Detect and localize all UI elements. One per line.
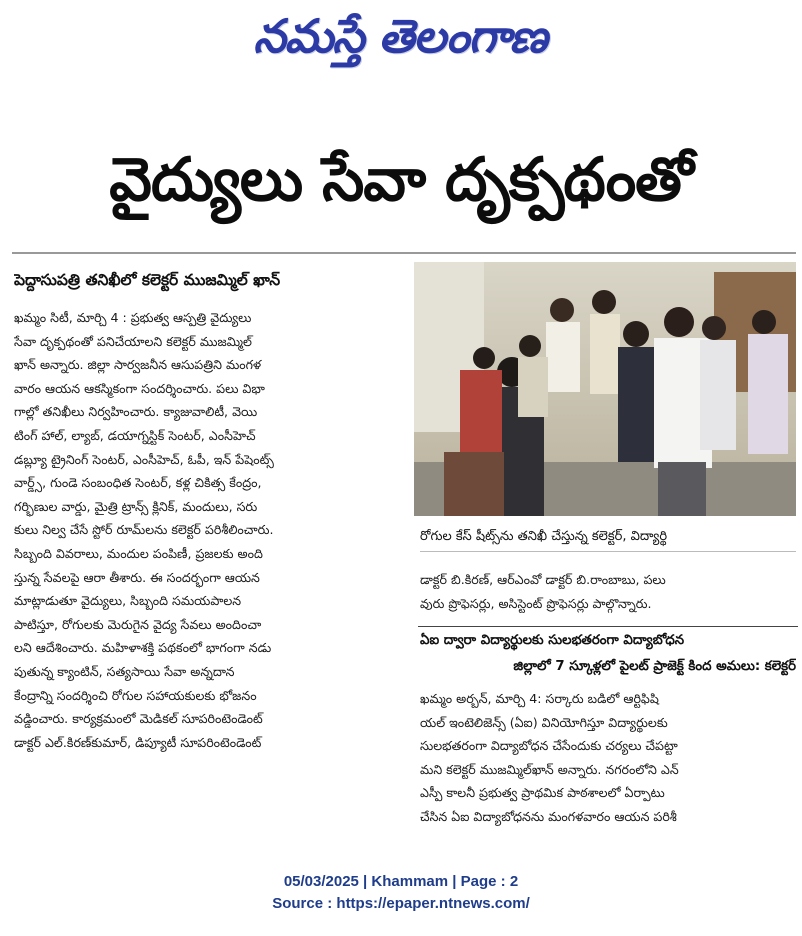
text-line: ఖమ్మం అర్బన్, మార్చి 4: సర్కారు బడిలో ఆర్టిఫిషి bbox=[420, 691, 659, 706]
headline-divider bbox=[12, 252, 796, 254]
text-line: చేసిన ఏఐ విద్యాబోధనను మంగళవారం ఆయన పరిశీ bbox=[420, 808, 677, 824]
text-line: సులభతరంగా విద్యాబోధన చేసేందుకు చర్యలు చేపట్టా bbox=[420, 738, 678, 754]
edition-info: 05/03/2025 | Khammam | Page : 2 bbox=[283, 873, 519, 890]
text-line: వారం ఆయన ఆకస్మికంగా సందర్శించారు. పలు విభా bbox=[14, 380, 265, 396]
text-line: ఖాన్ అన్నారు. జిల్లా సార్వజనీన ఆసుపత్రిని మంగళ bbox=[14, 357, 262, 373]
sub-article-text bbox=[420, 687, 796, 841]
photo-illustration bbox=[414, 262, 796, 516]
text-line: డబ్ల్యూ ట్రైనింగ్ సెంటర్, ఎంసీహెచ్, ఓపీ, ఇన్ పేషెంట్స్ bbox=[14, 451, 274, 467]
text-line: మాట్లాడుతూ వైద్యులు, సిబ్బంది సమయపాలన bbox=[14, 593, 242, 609]
text-line: కులు నిల్వ చేసే స్టోర్ రూమ్‌లను కలెక్టర్ పరిశీలించారు. bbox=[14, 522, 274, 538]
text-line: గర్భిణుల వార్డు, మైత్రి ట్రాన్స్ క్లినిక్, మందులు, సరు bbox=[14, 498, 258, 514]
sub-article-subheading: జిల్లాలో 7 స్కూళ్లలో పైలట్ ప్రాజెక్ట్ కింద అమలు: కలెక్టర్ bbox=[513, 659, 796, 674]
text-line: యల్ ఇంటెలిజెన్స్ (ఏఐ) వినియోగిస్తూ విద్యార్థులకు bbox=[420, 714, 668, 730]
newspaper-masthead: నమస్తే తెలంగాణ bbox=[253, 9, 547, 63]
right-column-continuation bbox=[420, 568, 796, 624]
text-line: పాటిస్తూ, రోగులకు మెరుగైన వైద్య సేవలు అందించా bbox=[14, 616, 262, 632]
text-line: స్తున్న సేవలపై ఆరా తీశారు. ఈ సందర్భంగా ఆయన bbox=[14, 569, 260, 585]
text-line: వడ్డించారు. కార్యక్రమంలో మెడికల్ సూపరింటెండెంట్ bbox=[14, 711, 263, 727]
text-line: లని ఆదేశించారు. మహిళాశక్తి పథకంలో భాగంగా నడు bbox=[14, 640, 272, 656]
text-line: సేవా దృక్పథంతో పనిచేయాలని కలెక్టర్ ముజమ్మిల్ bbox=[14, 333, 252, 349]
text-line: పుతున్న క్యాంటిన్, సత్యసాయి సేవా అన్నదాన bbox=[14, 663, 235, 679]
text-line: కేంద్రాన్ని సందర్శించి రోగుల సహాయకులకు భోజనం bbox=[14, 687, 257, 703]
text-line: సిబ్బంది వివరాలు, మందుల పంపిణీ, ప్రజలకు అంది bbox=[14, 545, 263, 561]
source-link[interactable]: Source : https://epaper.ntnews.com/ bbox=[272, 895, 530, 912]
text-line: మని కలెక్టర్ ముజమ్మిల్‌ఖాన్ అన్నారు. నగరంలోని ఎన్ bbox=[420, 761, 679, 777]
text-line: డాక్టర్ బి.కిరణ్, ఆర్ఎంవో డాక్టర్ బి.రాంబాబు, పలు bbox=[420, 572, 666, 587]
text-line: ఎస్పీ కాలనీ ప్రభుత్వ ప్రాథమిక పాఠశాలలో ఏర్పాటు bbox=[420, 785, 665, 801]
article-subheading: పెద్దాసుపత్రి తనిఖీలో కలెక్టర్ ముజమ్మిల్ ఖాన్ bbox=[14, 271, 281, 289]
text-line: గాల్లో తనిఖీలు నిర్వహించారు. క్యాజువాలిటీ, వెయి bbox=[14, 404, 258, 420]
text-line: డాక్టర్ ఎల్.కిరణ్‌కుమార్, డిప్యూటీ సూపరింటెండెంట్ bbox=[14, 734, 262, 750]
photo-caption: రోగుల కేస్ షీట్స్‌ను తనిఖీ చేస్తున్న కలెక్టర్, విద్యార్థి bbox=[420, 522, 796, 552]
text-line: వురు ప్రొఫెసర్లు, అసిస్టెంట్ ప్రొఫెసర్లు పాల్గొన్నారు. bbox=[420, 595, 652, 611]
left-column-text bbox=[14, 306, 406, 846]
text-line: వార్డ్స్, గుండె సంబంధిత సెంటర్, కళ్ల చికిత్స కేంద్రం, bbox=[14, 475, 262, 491]
text-line: టింగ్ హాల్, ల్యాబ్, డయాగ్నస్టిక్ సెంటర్, ఎంసీహెచ్ bbox=[14, 427, 256, 443]
text-line: ఖమ్మం సిటీ, మార్చి 4 : ప్రభుత్వ ఆస్పత్రి వైద్యులు bbox=[14, 310, 252, 325]
article-headline: వైద్యులు సేవా దృక్పథంతో bbox=[109, 145, 693, 215]
sub-article-heading: ఏఐ ద్వారా విద్యార్థులకు సులభతరంగా విద్యాబోధన bbox=[420, 633, 685, 648]
news-photo bbox=[414, 262, 796, 516]
